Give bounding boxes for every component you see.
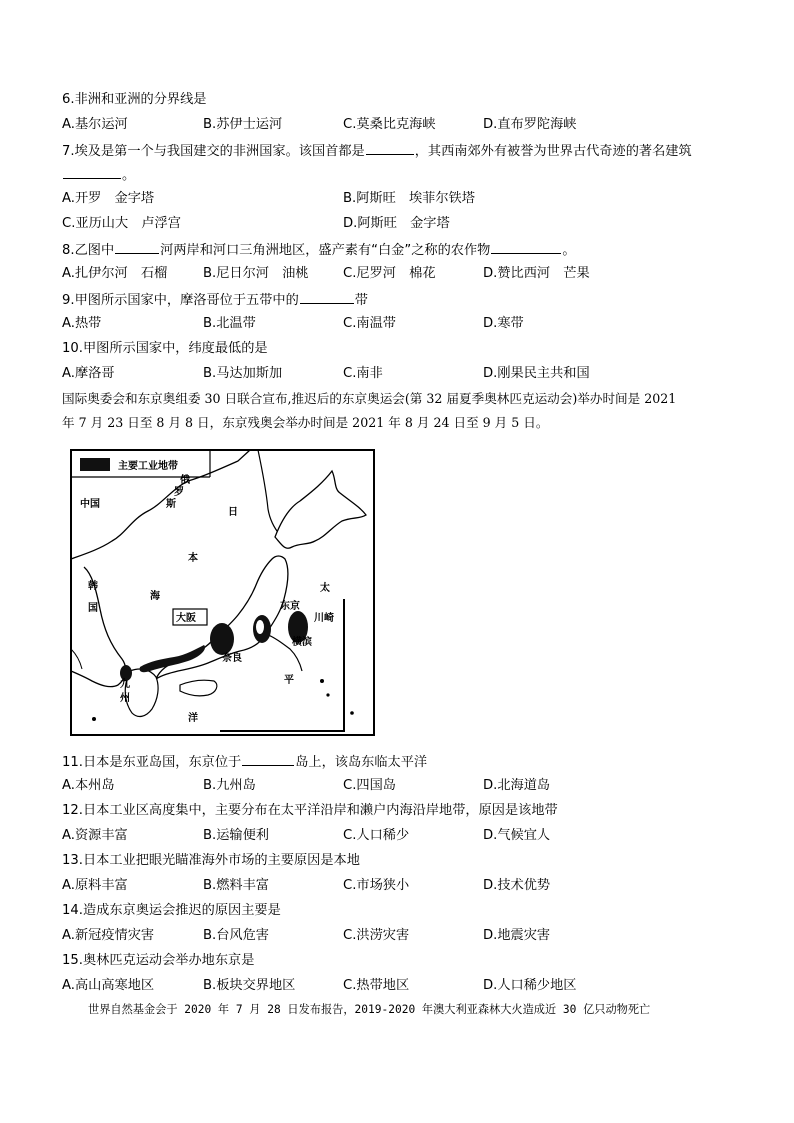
q7-option-c: C.亚历山大 卢浮宫 (62, 216, 181, 231)
passage-line-1: 国际奥委会和东京奥组委 30 日联合宣布,推迟后的东京奥运会(第 32 届夏季奥林匹克运动会)举办时间是 2021 (62, 391, 677, 406)
q8-option-a: A.扎伊尔河 石榴 (62, 266, 168, 281)
q8-option-d: D.赞比西河 芒果 (483, 266, 590, 281)
q7-option-a: A.开罗 金字塔 (62, 191, 155, 206)
q12-option-b: B.运输便利 (203, 828, 269, 843)
q6-option-a: A.基尔运河 (62, 117, 128, 132)
q12-option-d: D.气候宜人 (483, 828, 551, 843)
q11-option-a: A.本州岛 (62, 778, 115, 793)
map-label-yokohama: 横滨 (292, 637, 312, 648)
island-dot (92, 717, 96, 721)
q8-stem-part2: 河两岸和河口三角洲地区，盛产素有“白金”之称的农作物 (160, 243, 491, 258)
q7-stem-part2: ，其西南郊外有被誉为世界古代奇迹的著名建筑 (414, 144, 692, 159)
map-label-osaka: 大阪 (176, 613, 196, 624)
map-label-si: 斯 (166, 499, 176, 510)
q13-stem: 13.日本工业把眼光瞄准海外市场的主要原因是本地 (62, 853, 360, 868)
map-label-ben: 本 (188, 553, 198, 564)
q13-option-d: D.技术优势 (483, 878, 551, 893)
q14-option-c: C.洪涝灾害 (343, 928, 410, 943)
q8-option-b: B.尼日尔河 油桃 (203, 266, 309, 281)
q10-option-c: C.南非 (343, 366, 383, 381)
q11-option-d: D.北海道岛 (483, 778, 551, 793)
q11-stem-part2: 岛上，该岛东临太平洋 (295, 755, 428, 770)
q14-option-d: D.地震灾害 (483, 928, 551, 943)
q11-option-c: C.四国岛 (343, 778, 396, 793)
q7-blank-1 (366, 141, 414, 155)
q7-blank-2 (63, 165, 121, 179)
shikoku-island (180, 680, 217, 696)
map-label-china: 中国 (80, 499, 100, 510)
legend-swatch (80, 458, 110, 471)
passage-line-2: 年 7 月 23 日至 8 月 8 日，东京残奥会举办时间是 2021 年 8 月 24 日至 9 月 5 日。 (62, 415, 549, 430)
q15-option-b: B.板块交界地区 (203, 978, 296, 993)
q9-option-b: B.北温带 (203, 316, 256, 331)
map-label-kyushu-2: 州 (120, 693, 130, 704)
map-label-ri: 日 (228, 507, 238, 518)
q11-stem-part1: 11.日本是东亚岛国，东京位于 (62, 755, 242, 770)
map-label-tai: 太 (320, 583, 330, 594)
island-dot (320, 679, 324, 683)
q8-stem (62, 240, 576, 260)
q8-blank-2 (491, 240, 561, 254)
q14-stem: 14.造成东京奥运会推迟的原因主要是 (62, 903, 281, 918)
q13-option-b: B.燃料丰富 (203, 878, 269, 893)
map-label-e: 俄 (180, 475, 190, 486)
q6-option-d: D.直布罗陀海峡 (483, 117, 577, 132)
map-label-tokyo: 东京 (280, 601, 300, 612)
q9-blank (300, 290, 354, 304)
q7-stem-part3: 。 (122, 168, 136, 183)
q8-stem-part1: 8.乙图中 (62, 243, 115, 258)
q7-option-b: B.阿斯旺 埃菲尔铁塔 (343, 191, 475, 206)
q15-option-d: D.人口稀少地区 (483, 978, 577, 993)
q6-option-c: C.莫桑比克海峡 (343, 117, 436, 132)
q10-stem: 10.甲图所示国家中，纬度最低的是 (62, 341, 268, 356)
q12-option-a: A.资源丰富 (62, 828, 128, 843)
q7-stem (62, 141, 692, 161)
q11-option-b: B.九州岛 (203, 778, 256, 793)
q9-stem-part2: 带 (354, 293, 368, 308)
q10-option-d: D.刚果民主共和国 (483, 366, 590, 381)
q9-stem (62, 290, 368, 310)
q6-stem: 6.非洲和亚洲的分界线是 (62, 92, 207, 107)
q15-option-a: A.高山高寒地区 (62, 978, 155, 993)
q7-option-d: D.阿斯旺 金字塔 (343, 216, 450, 231)
q8-option-c: C.尼罗河 棉花 (343, 266, 436, 281)
map-label-guo: 国 (88, 603, 98, 614)
q13-option-c: C.市场狭小 (343, 878, 410, 893)
map-label-kawasaki: 川崎 (314, 613, 334, 624)
industrial-belt-hanshin (210, 623, 234, 655)
q14-option-b: B.台风危害 (203, 928, 269, 943)
q10-option-b: B.马达加斯加 (203, 366, 283, 381)
q14-option-a: A.新冠疫情灾害 (62, 928, 155, 943)
japan-industrial-map (70, 449, 375, 736)
q12-option-c: C.人口稀少 (343, 828, 410, 843)
q9-option-a: A.热带 (62, 316, 102, 331)
q10-option-a: A.摩洛哥 (62, 366, 115, 381)
map-label-hai: 海 (150, 591, 160, 602)
q8-stem-part3: 。 (562, 243, 576, 258)
q7-stem-part1: 7.埃及是第一个与我国建交的非洲国家。该国首都是 (62, 144, 365, 159)
q12-stem: 12.日本工业区高度集中，主要分布在太平洋沿岸和濑户内海沿岸地带，原因是该地带 (62, 803, 558, 818)
island-dot (350, 711, 354, 715)
next-passage-intro: 世界自然基金会于 2020 年 7 月 28 日发布报告，2019-2020 年澳大利亚森林大火造成近 30 亿只动物死亡 (88, 1003, 651, 1016)
map-label-nara: 奈良 (222, 653, 242, 664)
map-label-kyushu-1: 九 (120, 679, 130, 690)
q9-option-d: D.寒带 (483, 316, 524, 331)
q11-blank (242, 752, 294, 766)
q7-stem-cont (62, 165, 135, 185)
q9-option-c: C.南温带 (343, 316, 396, 331)
island-dot (326, 693, 329, 696)
q6-option-b: B.苏伊士运河 (203, 117, 283, 132)
legend-label: 主要工业地带 (118, 461, 178, 472)
q15-option-c: C.热带地区 (343, 978, 410, 993)
q9-stem-part1: 9.甲图所示国家中，摩洛哥位于五带中的 (62, 293, 299, 308)
q15-stem: 15.奥林匹克运动会举办地东京是 (62, 953, 255, 968)
q13-option-a: A.原料丰富 (62, 878, 128, 893)
map-label-han: 韩 (88, 581, 98, 592)
q11-stem (62, 752, 427, 772)
map-label-yang: 洋 (188, 713, 198, 724)
industrial-belt-chukyo-core (256, 620, 264, 634)
map-label-luo: 罗 (174, 487, 184, 498)
q8-blank-1 (115, 240, 159, 254)
map-label-ping: 平 (284, 675, 294, 686)
